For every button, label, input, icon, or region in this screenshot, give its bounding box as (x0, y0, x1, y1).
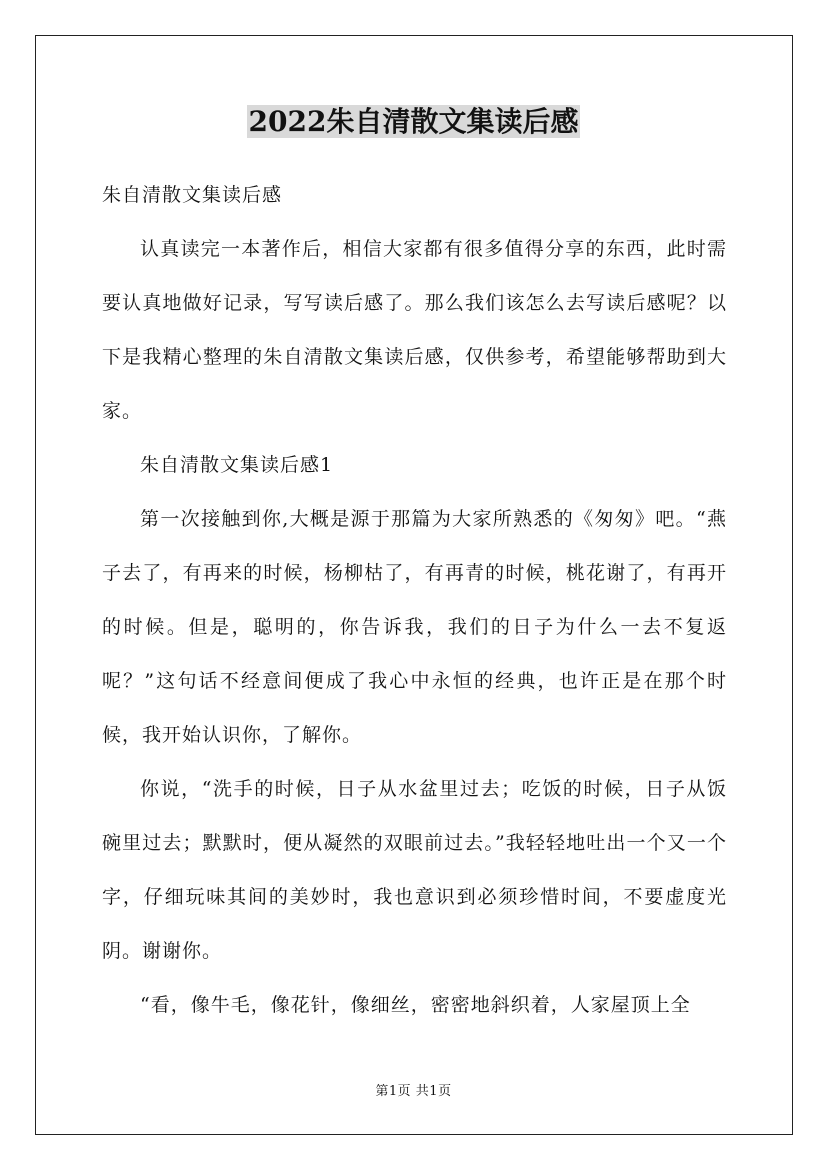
page-number-text: 第1页 共1页 (375, 1084, 452, 1099)
body-paragraph-2: 你说，“洗手的时候，日子从水盆里过去；吃饭的时候，日子从饭碗里过去；默默时，便从凝然的双眼前过去。”我轻轻地吐出一个又一个字，仔细玩味其间的美妙时，我也意识到必须珍惜时间，不要虚度光阴。谢谢你。 (102, 778, 727, 962)
intro-paragraph: 认真读完一本著作后，相信大家都有很多值得分享的东西，此时需要认真地做好记录，写写读后感了。那么我们该怎么去写读后感呢？以下是我精心整理的朱自清散文集读后感，仅供参考，希望能够帮助到大家。 (102, 238, 727, 422)
document-title (0, 100, 827, 144)
document-title-text: 2022朱自清散文集读后感 (248, 105, 579, 138)
section-heading: 朱自清散文集读后感 (102, 184, 283, 206)
document-body (102, 168, 727, 1032)
body-paragraph-1: 第一次接触到你,大概是源于那篇为大家所熟悉的《匆匆》吧。“燕子去了，有再来的时候，杨柳枯了，有再青的时候，桃花谢了，有再开的时候。但是，聪明的，你告诉我，我们的日子为什么一去不复返呢？”这句话不经意间便成了我心中永恒的经典，也许正是在那个时候，我开始认识你，了解你。 (102, 508, 727, 746)
essay-subheading: 朱自清散文集读后感1 (140, 454, 334, 476)
page-footer (0, 1083, 827, 1101)
body-paragraph-3: “看，像牛毛，像花针，像细丝，密密地斜织着，人家屋顶上全 (140, 994, 691, 1016)
